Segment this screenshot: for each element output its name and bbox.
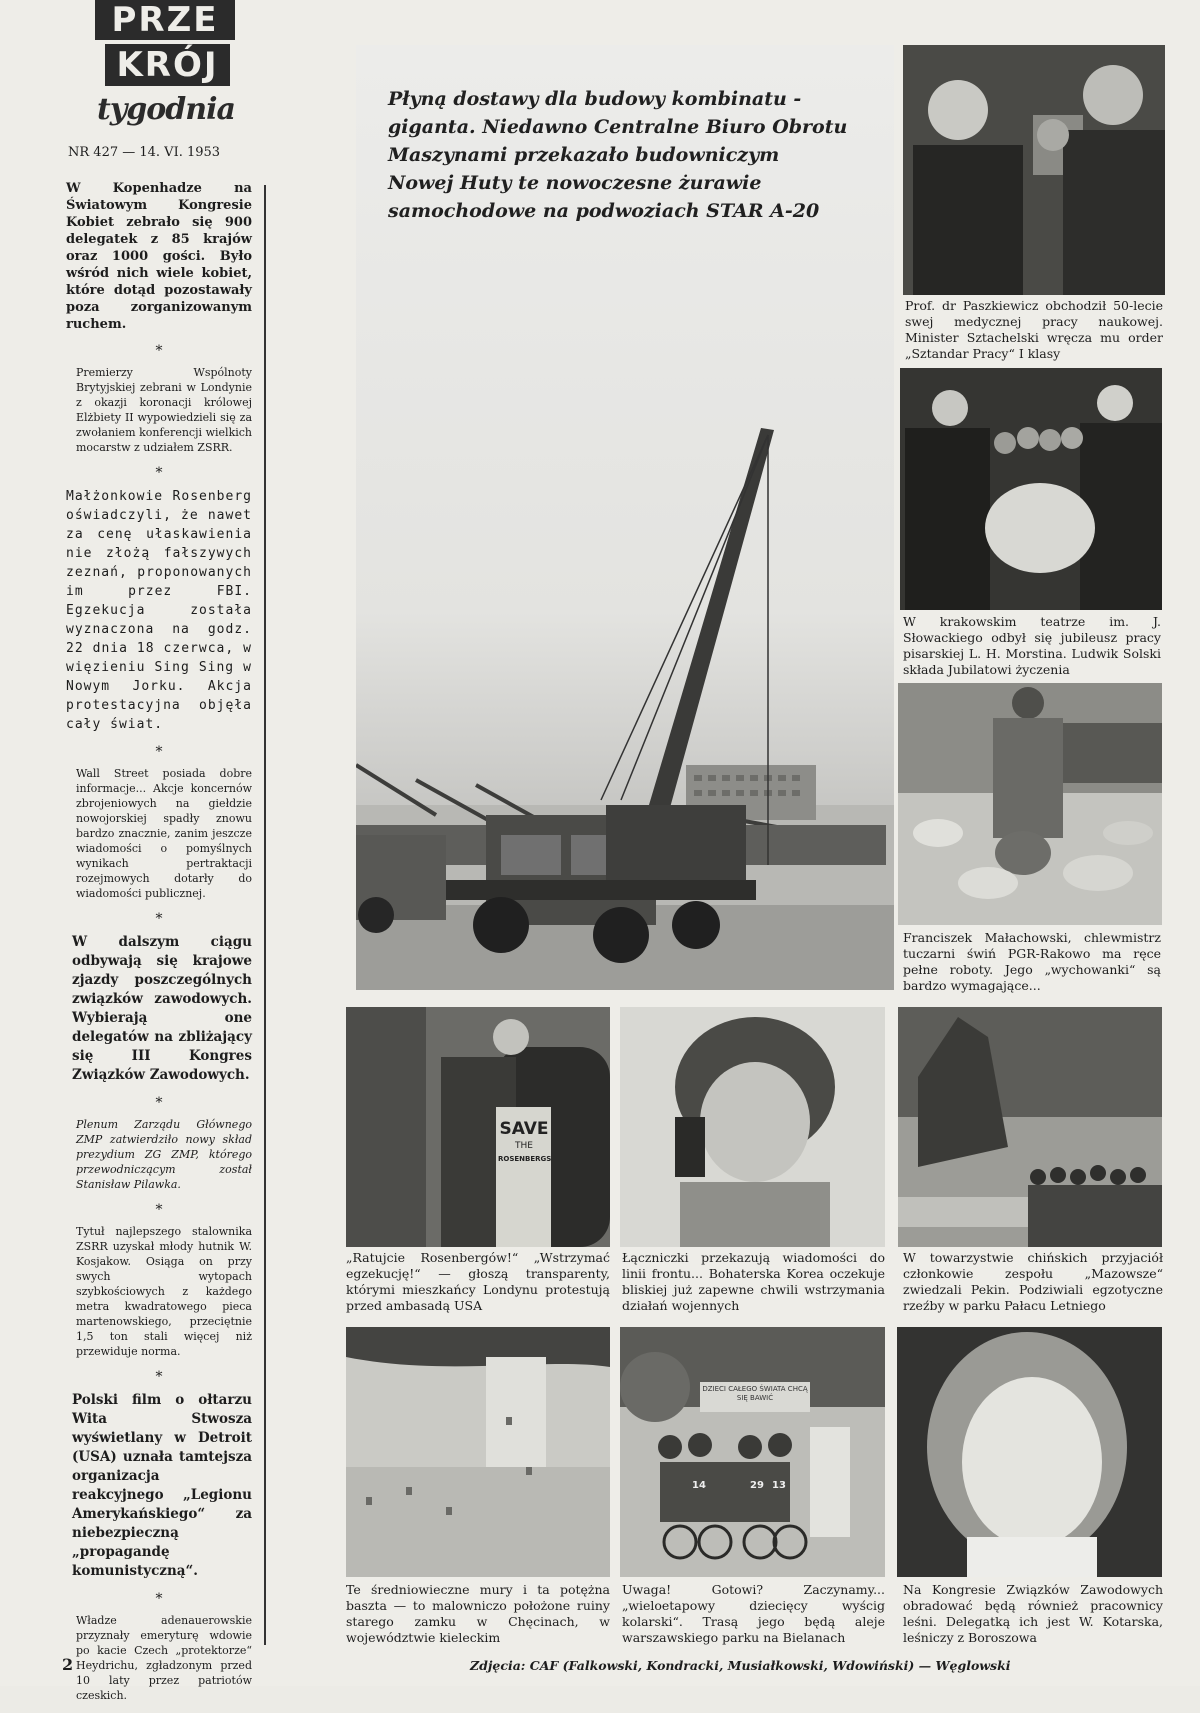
malachowski-photo bbox=[898, 683, 1162, 925]
beijing-park-illustration bbox=[898, 1007, 1162, 1247]
save-sign-article: THE bbox=[515, 1141, 533, 1151]
masthead-subtitle: tygodnia bbox=[97, 92, 235, 127]
item-separator: * bbox=[155, 465, 163, 481]
telephone-operator-illustration bbox=[620, 1007, 885, 1247]
item-separator: * bbox=[155, 744, 163, 760]
news-brief: Premierzy Wspólnoty Brytyjskiej zebrani w Londynie z okazji koronacji królowej Elżbiety II wypowiedzieli się za zwołaniem konferencji wielkich mocarstw z udziałem ZSRR. bbox=[76, 366, 252, 454]
news-brief: Plenum Zarządu Głównego ZMP zatwierdziło nowy skład prezydium ZG ZMP, którego przewodniczącym został Stanisław Pilawka. bbox=[76, 1118, 252, 1191]
news-brief: Władze adenauerowskie przyznały emeryturę wdowie po kacie Czech „protektorze“ Heydrichu, zgładzonym przed 10 laty przez patriotów czeskich. bbox=[76, 1614, 252, 1702]
column-divider bbox=[264, 185, 266, 1645]
news-brief: W dalszym ciągu odbywają się krajowe zjazdy poszczególnych związków zawodowych. Wybierają one delegatów na zbliżający się III Kongres Związków Zawodowych. bbox=[72, 934, 252, 1083]
save-sign-word: SAVE bbox=[499, 1119, 549, 1139]
ceremony-illustration bbox=[903, 45, 1165, 295]
news-brief-column bbox=[66, 180, 252, 1713]
item-separator: * bbox=[155, 343, 163, 359]
race-bib-3: 13 bbox=[772, 1480, 786, 1491]
checiny-caption: Te średniowieczne mury i ta potężna baszta — to malowniczo położone ruiny starego zamku w Chęcinach, w województwie kieleckim bbox=[346, 1582, 610, 1645]
save-sign-name: ROSENBERGS bbox=[498, 1155, 552, 1163]
race-banner: DZIECI CAŁEGO ŚWIATA CHCĄ SIĘ BAWIĆ bbox=[702, 1385, 808, 1402]
race-bib-2: 29 bbox=[750, 1480, 764, 1491]
issue-line: NR 427 — 14. VI. 1953 bbox=[68, 145, 221, 160]
news-brief: Polski film o ołtarzu Wita Stwosza wyświetlany w Detroit (USA) uznała tamtejsza organizacja reakcyjnego „Legionu Amerykańskiego“ za niebezpieczną „propagandę komunistyczną“. bbox=[72, 1392, 252, 1579]
protest-illustration bbox=[346, 1007, 610, 1247]
mazowsze-photo bbox=[898, 1007, 1162, 1247]
bike-race-caption: Uwaga! Gotowi? Zaczynamy... „wieloetapowy dziecięcy wyścig kolarski“. Trasą jego będą aleje warszawskiego parku na Bielanach bbox=[622, 1582, 885, 1645]
pig-farm-illustration bbox=[898, 683, 1162, 925]
checiny-photo bbox=[346, 1327, 610, 1577]
korea-photo bbox=[620, 1007, 885, 1247]
castle-ruins-illustration bbox=[346, 1327, 610, 1577]
news-brief: W Kopenhadze na Światowym Kongresie Kobiet zebrało się 900 delegatek z 85 krajów oraz 1000 gości. Było wśród nich wiele kobiet, które dotąd pozostawały poza zorganizowanym ruchem. bbox=[66, 181, 252, 332]
item-separator: * bbox=[155, 911, 163, 927]
paszkiewicz-caption: Prof. dr Paszkiewicz obchodził 50-lecie swej medycznej pracy naukowej. Minister Sztachelski wręcza mu order „Sztandar Pracy“ I klasy bbox=[905, 298, 1163, 361]
item-separator: * bbox=[155, 1591, 163, 1607]
main-photo-headline: Płyną dostawy dla budowy kombinatu - giganta. Niedawno Centralne Biuro Obrotu Maszynami przekazało budowniczym Nowej Huty te nowoczesne żurawie samochodowe na podwoziach STAR A-20 bbox=[388, 88, 848, 222]
bike-race-photo bbox=[620, 1327, 885, 1577]
portrait-illustration bbox=[897, 1327, 1162, 1577]
malachowski-caption: Franciszek Małachowski, chlewmistrz tuczarni świń PGR-Rakowo ma ręce pełne roboty. Jego „wychowanki“ są bardzo wymagające... bbox=[903, 930, 1161, 993]
news-brief: Tytuł najlepszego stalownika ZSRR uzyskał młody hutnik W. Kosjakow. Osiąga on przy swych wytopach szybkościowych z każdego metra kwadratowego pieca martenowskiego, przeciętnie 1,5 ton stali więcej niż przewiduje norma. bbox=[76, 1225, 252, 1358]
rosenberg-caption: „Ratujcie Rosenbergów!“ „Wstrzymać egzekucję!“ — głoszą transparenty, którymi mieszkańcy Londynu protestują przed ambasadą USA bbox=[346, 1250, 610, 1313]
masthead-logo bbox=[95, 0, 245, 130]
rosenberg-protest-photo bbox=[346, 1007, 610, 1247]
children-bike-race-illustration bbox=[620, 1327, 885, 1577]
race-bib-1: 14 bbox=[692, 1480, 706, 1491]
morstin-photo bbox=[900, 368, 1162, 610]
masthead-title-bottom: KRÓJ bbox=[105, 44, 230, 86]
news-brief: Wall Street posiada dobre informacje... Akcje koncernów zbrojeniowych na giełdzie nowojorskiej spadły znowu bardzo znacznie, zanim jeszcze wiadomości o pomyślnych wynikach pertraktacji rozejmowych dotarły do wiadomości publicznej. bbox=[76, 767, 252, 900]
item-separator: * bbox=[155, 1202, 163, 1218]
page-number: 2 bbox=[62, 1655, 74, 1674]
morstin-caption: W krakowskim teatrze im. J. Słowackiego odbył się jubileusz pracy pisarskiej L. H. Morstina. Ludwik Solski składa Jubilatowi życzenia bbox=[903, 614, 1161, 677]
item-separator: * bbox=[155, 1369, 163, 1385]
kotarska-caption: Na Kongresie Związków Zawodowych obradować będą również pracownicy leśni. Delegatką ich jest W. Kotarska, leśniczy z Boroszowa bbox=[903, 1582, 1163, 1645]
paszkiewicz-photo bbox=[903, 45, 1165, 295]
mazowsze-caption: W towarzystwie chińskich przyjaciół członkowie zespołu „Mazowsze“ zwiedzali Pekin. Podziwiali egzotyczne rzeźby w parku Pałacu Letniego bbox=[903, 1250, 1163, 1313]
photo-credits: Zdjęcia: CAF (Falkowski, Kondracki, Musiałkowski, Wdowiński) — Węglowski bbox=[470, 1658, 1011, 1673]
item-separator: * bbox=[155, 1095, 163, 1111]
masthead-title-top: PRZE bbox=[95, 0, 235, 40]
korea-caption: Łączniczki przekazują wiadomości do linii frontu... Bohaterska Korea oczekuje bliskiej już zapewne chwili wstrzymania działań wojennych bbox=[622, 1250, 885, 1313]
jubilee-illustration bbox=[900, 368, 1162, 610]
kotarska-photo bbox=[897, 1327, 1162, 1577]
news-brief: Małżonkowie Rosenberg oświadczyli, że nawet za cenę ułaskawienia nie złożą fałszywych zeznań, proponowanych im przez FBI. Egzekucja została wyznaczona na godz. 22 dnia 18 czerwca, w więzieniu Sing Sing w Nowym Jorku. Akcja protestacyjna objęła cały świat. bbox=[66, 489, 252, 732]
